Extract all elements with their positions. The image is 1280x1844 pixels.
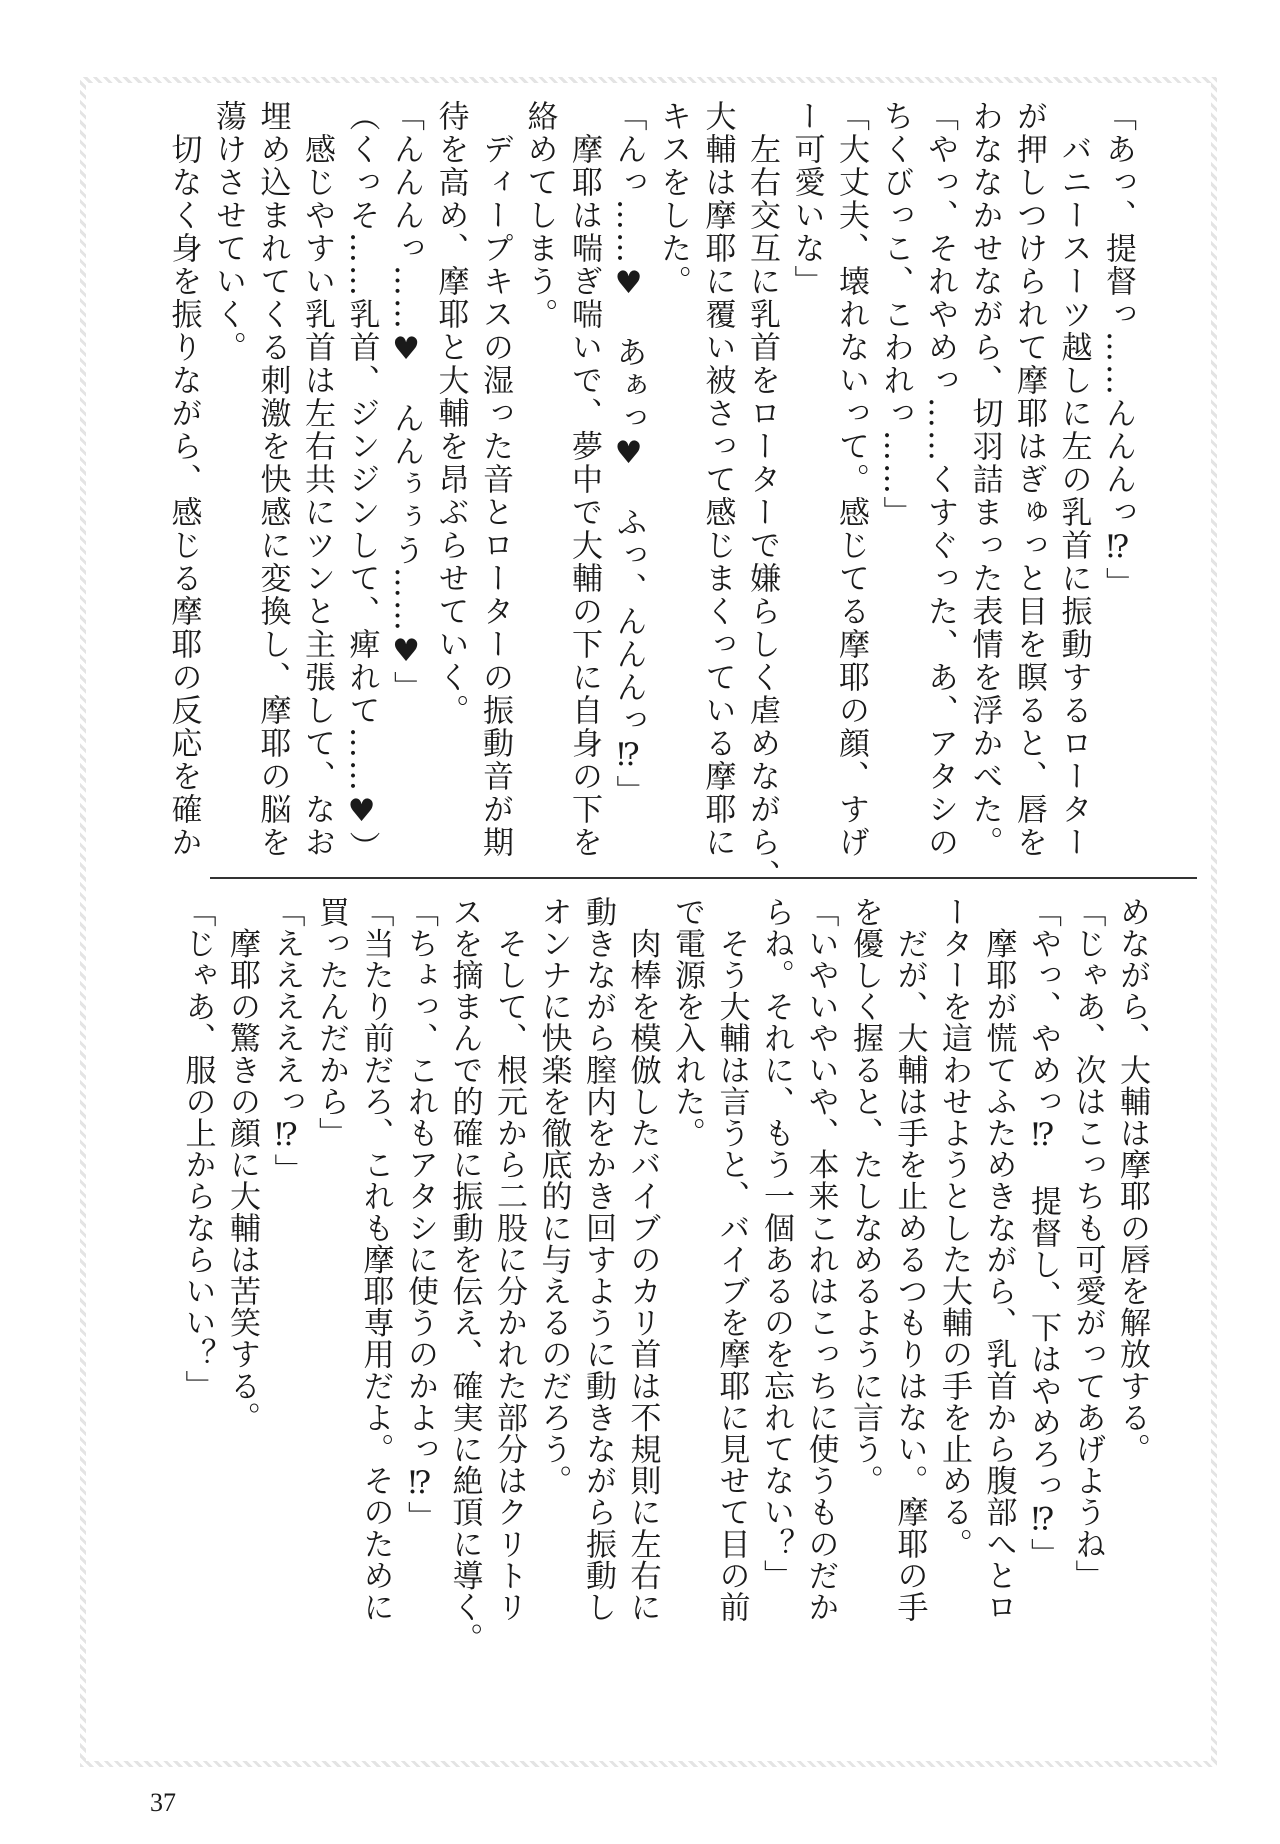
text-line: 「じゃあ、次はこっちも可愛がってあげようね」 <box>1069 896 1106 1592</box>
text-line: スを摘まんで的確に振動を伝え、確実に絶頂に導く。 <box>446 896 483 1655</box>
text-line: ー可愛いな」 <box>788 100 825 298</box>
text-line: 「やっ、やめっ⁉ 提督し、下はやめろっ⁉」 <box>1025 896 1061 1570</box>
text-line: が押しつけられて摩耶はぎゅっと目を瞑ると、唇を <box>1011 100 1047 859</box>
text-line: 摩耶が慌てふためきながら、乳首から腹部へとロ <box>980 896 1017 1623</box>
text-line: 絡めてしまう。 <box>521 100 558 331</box>
text-line: 肉棒を模倣したバイブのカリ首は不規則に左右に <box>624 896 661 1623</box>
text-line: 切なく身を振りながら、感じる摩耶の反応を確か <box>165 100 202 859</box>
text-line: で電源を入れた。 <box>669 896 705 1149</box>
text-line: 動きながら膣内をかき回すように動きながら振動し <box>580 896 616 1623</box>
text-line: 感じやすい乳首は左右共にツンと主張して、なお <box>299 100 335 859</box>
section-divider <box>210 877 1197 879</box>
text-line: オンナに快楽を徹底的に与えるのだろう。 <box>535 896 572 1497</box>
text-line: 「やっ、それやめっ……くすぐった、あ、アタシの <box>922 100 958 859</box>
text-line: ーターを這わせようとした大輔の手を止める。 <box>936 896 972 1560</box>
text-line: そう大輔は言うと、バイブを摩耶に見せて目の前 <box>713 896 750 1623</box>
text-line: 左右交互に乳首をローターで嫌らしく虐めながら、 <box>744 100 780 892</box>
bottom-text-block <box>175 896 1154 1666</box>
text-line: を優しく握ると、たしなめるように言う。 <box>847 896 883 1497</box>
text-line: 「ちょっ、これもアタシに使うのかよっ⁉」 <box>402 896 438 1533</box>
text-line: 「当たり前だろ、これも摩耶専用だよ。そのために <box>357 896 394 1623</box>
page-number: 37 <box>150 1788 176 1817</box>
text-line: わななかせながら、切羽詰まった表情を浮かべた。 <box>966 100 1003 859</box>
text-line: キスをした。 <box>655 100 691 298</box>
text-line: めながら、大輔は摩耶の唇を解放する。 <box>1114 896 1150 1465</box>
text-line: 「大丈夫、壊れないって。感じてる摩耶の顔、すげ <box>833 100 869 859</box>
text-line: 埋め込まれてくる刺激を快感に変換し、摩耶の脳を <box>254 100 291 859</box>
text-line: （くっそ……乳首、ジンジンして、痺れて……♥） <box>343 100 380 864</box>
text-line: 「いやいやいや、本来これはこっちに使うものだか <box>802 896 839 1623</box>
text-line: らね。それに、もう一個あるのを忘れてない？」 <box>758 896 794 1592</box>
text-line: 「えええええっ⁉」 <box>268 896 305 1186</box>
text-line: ちくびっこ、こわれっ……」 <box>877 100 914 529</box>
text-line: 「んっ……♥ あぁっ♥ ふっ、んんんっ⁉」 <box>610 100 647 808</box>
text-line: そして、根元から二股に分かれた部分はクリトリ <box>491 896 527 1623</box>
text-line: 「あっ、提督っ……んんんっ⁉」 <box>1100 100 1136 600</box>
text-line: 「んんんっ……♥ んんぅぅう……♥」 <box>388 100 424 704</box>
text-line: 買ったんだから」 <box>313 896 349 1149</box>
text-line: ディープキスの湿った音とローターの振動音が期 <box>477 100 513 859</box>
text-line: だが、大輔は手を止めるつもりはない。摩耶の手 <box>891 896 928 1623</box>
text-line: バニースーツ越しに左の乳首に振動するローター <box>1055 100 1092 859</box>
text-line: 摩耶は喘ぎ喘いで、夢中で大輔の下に自身の下を <box>566 100 602 859</box>
text-line: 「じゃあ、服の上からならいい？」 <box>179 896 216 1402</box>
text-line: 大輔は摩耶に覆い被さって感じまくっている摩耶に <box>699 100 736 859</box>
top-text-block <box>161 100 1140 892</box>
text-line: 待を高め、摩耶と大輔を昂ぶらせていく。 <box>432 100 469 727</box>
text-line: 蕩けさせていく。 <box>210 100 246 364</box>
text-line: 摩耶の驚きの顔に大輔は苦笑する。 <box>224 896 260 1434</box>
